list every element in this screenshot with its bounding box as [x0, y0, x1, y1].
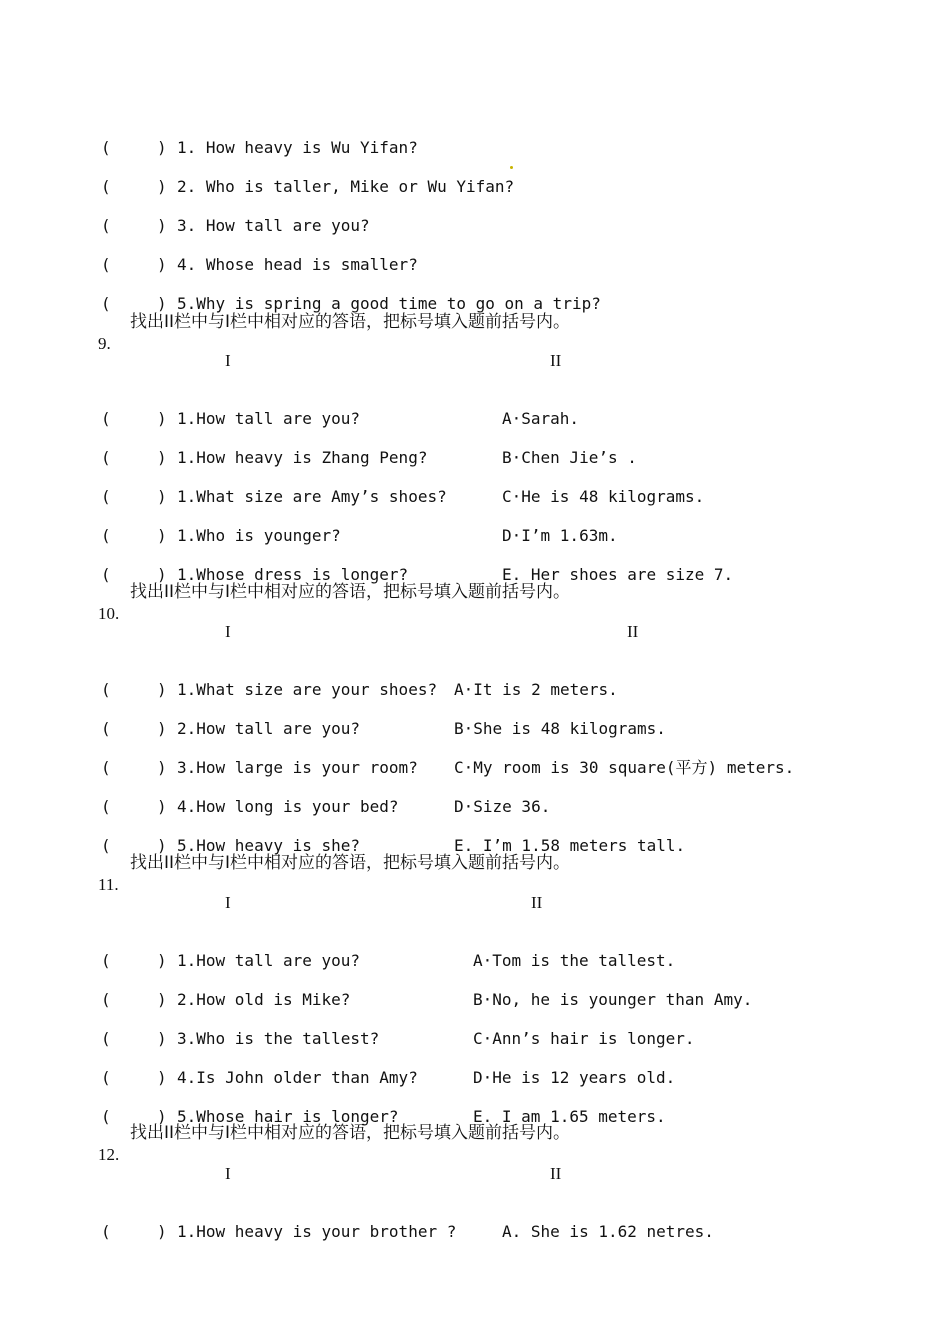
answer-blank-open[interactable]: (	[101, 1068, 111, 1087]
answer-option: B·No, he is younger than Amy.	[473, 990, 753, 1009]
answer-blank-open[interactable]: (	[101, 990, 111, 1009]
answer-option: B·She is 48 kilograms.	[454, 719, 666, 738]
answer-blank-close: )	[157, 448, 167, 467]
section-9-heading	[90, 311, 571, 378]
matching-row	[0, 1048, 950, 1087]
answer-option: E. Her shoes are size 7.	[502, 565, 734, 584]
question-text: 3.How large is your room?	[177, 758, 418, 777]
section-number: 10.	[98, 604, 120, 623]
question-text: 2.How old is Mike?	[177, 990, 351, 1009]
question-text: 4.How long is your bed?	[177, 797, 399, 816]
matching-row	[0, 545, 950, 584]
question-text: 1. How heavy is Wu Yifan?	[177, 138, 418, 157]
matching-row	[0, 1087, 950, 1126]
answer-blank-close: )	[157, 138, 167, 157]
question-text: 4.Is John older than Amy?	[177, 1068, 418, 1087]
question-row	[0, 235, 950, 274]
answer-option: E. I’m 1.58 meters tall.	[454, 836, 686, 855]
column-label-ii: II	[627, 622, 639, 641]
question-text: 5.Whose hair is longer?	[177, 1107, 399, 1126]
highlight-mark	[510, 166, 513, 169]
answer-option: A·It is 2 meters.	[454, 680, 618, 699]
answer-option: A·Tom is the tallest.	[473, 951, 676, 970]
answer-blank-close: )	[157, 1029, 167, 1048]
matching-row	[0, 506, 950, 545]
column-label-i: I	[225, 893, 231, 912]
answer-blank-open[interactable]: (	[101, 1222, 111, 1241]
question-text: 2. Who is taller, Mike or Wu Yifan?	[177, 177, 515, 196]
question-text: 5.Why is spring a good time to go on a trip?	[177, 294, 601, 313]
section-11-heading	[90, 852, 571, 919]
answer-blank-close: )	[157, 836, 167, 855]
answer-option: B·Chen Jie’s .	[502, 448, 637, 467]
question-text: 1.What size are Amy’s shoes?	[177, 487, 447, 506]
matching-row	[0, 931, 950, 970]
answer-option: C·My room is 30 square(平方) meters.	[454, 758, 795, 777]
column-label-i: I	[225, 622, 231, 641]
answer-blank-close: )	[157, 719, 167, 738]
question-row	[0, 157, 950, 196]
answer-blank-open[interactable]: (	[101, 138, 111, 157]
question-text: 1.Whose dress is longer?	[177, 565, 409, 584]
column-label-i: I	[225, 1164, 231, 1183]
answer-blank-open[interactable]: (	[101, 719, 111, 738]
answer-option: A·Sarah.	[502, 409, 580, 428]
matching-row	[0, 699, 950, 738]
question-text: 2.How tall are you?	[177, 719, 361, 738]
answer-blank-close: )	[157, 409, 167, 428]
section-number: 11.	[98, 875, 119, 894]
matching-row	[0, 1009, 950, 1048]
section-12-heading	[90, 1122, 571, 1189]
answer-blank-close: )	[157, 1222, 167, 1241]
answer-blank-close: )	[157, 177, 167, 196]
answer-blank-open[interactable]: (	[101, 177, 111, 196]
question-row	[0, 274, 950, 313]
question-text: 1.Who is younger?	[177, 526, 341, 545]
answer-blank-close: )	[157, 526, 167, 545]
matching-row	[0, 777, 950, 816]
question-row	[0, 118, 950, 157]
answer-blank-open[interactable]: (	[101, 1029, 111, 1048]
matching-row	[0, 467, 950, 506]
section-instruction: 找出II栏中与I栏中相对应的答语，把标号填入题前括号内。	[130, 853, 571, 873]
matching-row	[0, 738, 950, 777]
answer-blank-close: )	[157, 487, 167, 506]
answer-blank-open[interactable]: (	[101, 409, 111, 428]
answer-blank-close: )	[157, 951, 167, 970]
question-text: 5.How heavy is she?	[177, 836, 361, 855]
answer-blank-close: )	[157, 680, 167, 699]
answer-blank-open[interactable]: (	[101, 836, 111, 855]
answer-blank-open[interactable]: (	[101, 758, 111, 777]
matching-row	[0, 816, 950, 855]
answer-blank-open[interactable]: (	[101, 255, 111, 274]
column-label-ii: II	[550, 1164, 562, 1183]
matching-row	[0, 970, 950, 1009]
question-text: 1.How tall are you?	[177, 951, 361, 970]
answer-blank-open[interactable]: (	[101, 951, 111, 970]
column-label-ii: II	[550, 351, 562, 370]
answer-option: C·He is 48 kilograms.	[502, 487, 705, 506]
section-number: 9.	[98, 334, 111, 353]
answer-blank-close: )	[157, 294, 167, 313]
matching-row	[0, 428, 950, 467]
answer-blank-open[interactable]: (	[101, 216, 111, 235]
question-text: 1.How heavy is your brother ?	[177, 1222, 457, 1241]
answer-option: A. She is 1.62 netres.	[502, 1222, 714, 1241]
question-row	[0, 196, 950, 235]
answer-blank-close: )	[157, 758, 167, 777]
section-instruction: 找出II栏中与I栏中相对应的答语，把标号填入题前括号内。	[130, 312, 571, 332]
answer-blank-open[interactable]: (	[101, 797, 111, 816]
answer-option: C·Ann’s hair is longer.	[473, 1029, 695, 1048]
column-label-i: I	[225, 351, 231, 370]
answer-blank-open[interactable]: (	[101, 1107, 111, 1126]
section-10-heading	[90, 581, 571, 648]
answer-blank-close: )	[157, 255, 167, 274]
column-label-ii: II	[531, 893, 543, 912]
section-number: 12.	[98, 1145, 120, 1164]
answer-option: E. I am 1.65 meters.	[473, 1107, 666, 1126]
answer-blank-close: )	[157, 216, 167, 235]
answer-blank-close: )	[157, 990, 167, 1009]
answer-option: D·I’m 1.63m.	[502, 526, 618, 545]
question-text: 1.How heavy is Zhang Peng?	[177, 448, 428, 467]
answer-blank-open[interactable]: (	[101, 294, 111, 313]
answer-blank-close: )	[157, 1107, 167, 1126]
matching-row	[0, 1202, 950, 1241]
answer-blank-open[interactable]: (	[101, 487, 111, 506]
answer-blank-open[interactable]: (	[101, 680, 111, 699]
answer-option: D·He is 12 years old.	[473, 1068, 676, 1087]
section-instruction: 找出II栏中与I栏中相对应的答语，把标号填入题前括号内。	[130, 1123, 571, 1143]
question-text: 4. Whose head is smaller?	[177, 255, 418, 274]
question-text: 1.How tall are you?	[177, 409, 361, 428]
matching-row	[0, 660, 950, 699]
answer-option: D·Size 36.	[454, 797, 551, 816]
matching-row	[0, 389, 950, 428]
question-text: 1.What size are your shoes?	[177, 680, 438, 699]
answer-blank-open[interactable]: (	[101, 448, 111, 467]
answer-blank-close: )	[157, 797, 167, 816]
answer-blank-close: )	[157, 1068, 167, 1087]
answer-blank-close: )	[157, 565, 167, 584]
section-instruction: 找出II栏中与I栏中相对应的答语，把标号填入题前括号内。	[130, 582, 571, 602]
answer-blank-open[interactable]: (	[101, 565, 111, 584]
question-text: 3.Who is the tallest?	[177, 1029, 380, 1048]
answer-blank-open[interactable]: (	[101, 526, 111, 545]
question-text: 3. How tall are you?	[177, 216, 370, 235]
